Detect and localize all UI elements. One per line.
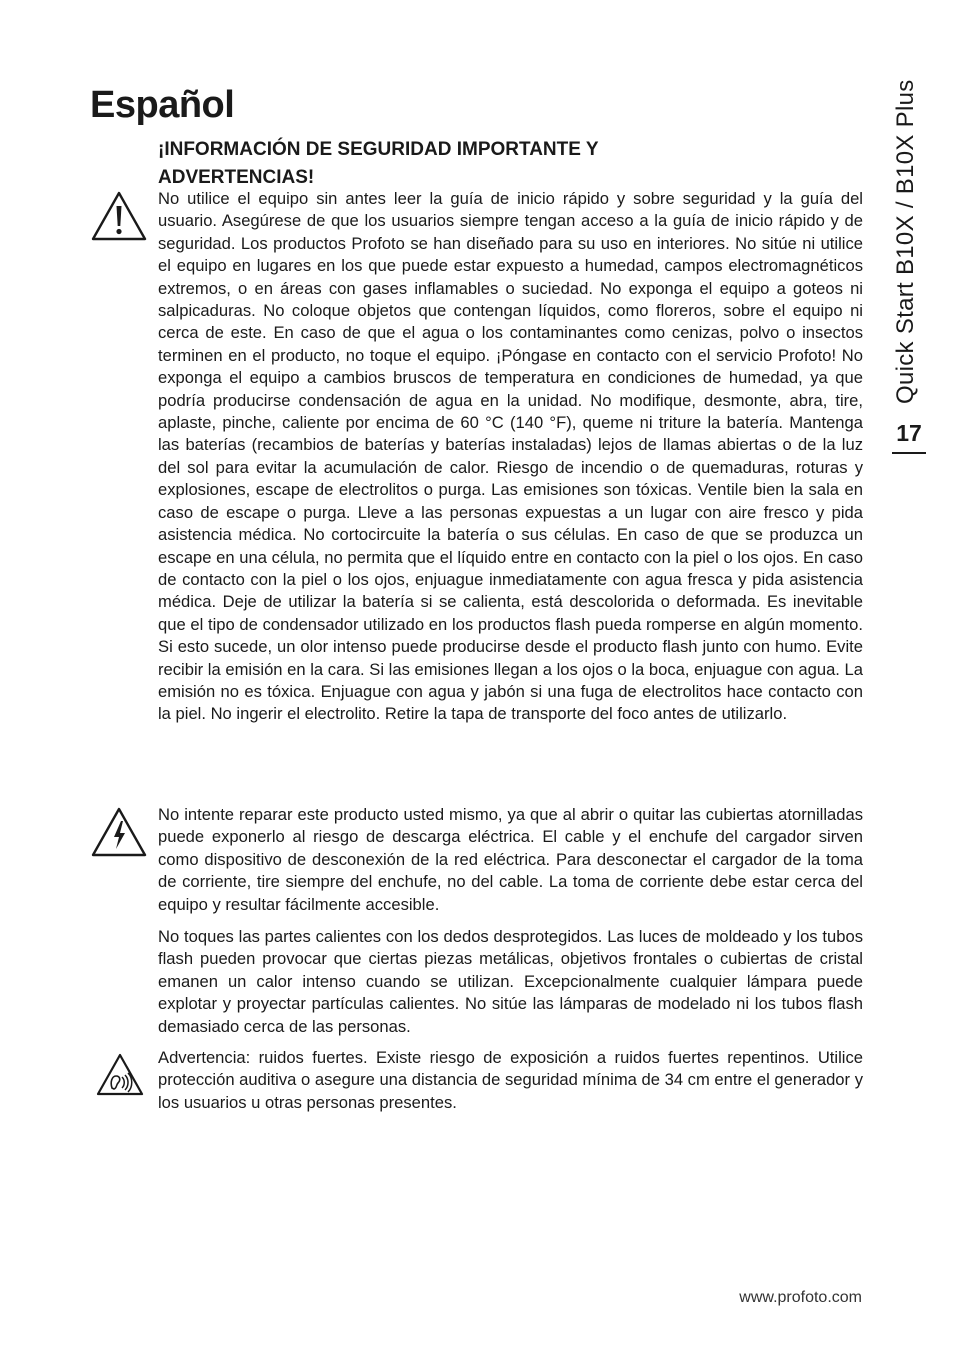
page-title: Español — [90, 84, 235, 126]
page-number-rule — [892, 452, 926, 454]
footer-website-url: www.profoto.com — [739, 1289, 862, 1306]
loud-noise-warning-icon — [95, 1052, 145, 1103]
exclamation-warning-icon — [90, 190, 148, 247]
safety-paragraph-electric: No intente reparar este producto usted mismo, ya que al abrir o quitar las cubiertas atornilladas puede exponerlo al riesgo de descarga eléctrica. El cable y el enchufe del cargador sirven como dispositivo de desconexión de la red eléctrica. Para desconectar el cargador de la toma de corriente, tire siempre del enchufe, no del cable. La toma de corriente debe estar cerca del equipo y resultar fácilmente accesible. — [158, 805, 863, 914]
page-number: 17 — [896, 420, 922, 446]
document-title-vertical: Quick Start B10X / B10X Plus — [892, 79, 919, 404]
section-heading: ¡INFORMACIÓN DE SEGURIDAD IMPORTANTE Y ADVERTENCIAS! — [158, 139, 599, 188]
safety-paragraph-heat: No toques las partes calientes con los dedos desprotegidos. Las luces de moldeado y los tubos flash pueden provocar que ciertas piezas metálicas, objetivos frontales o cubiertas de cristal emanen un calor intenso cuando se utilizan. Excepcionalmente cualquier lámpara puede explotar y proyectar partículas calientes. No sitúe las lámparas de modelado ni los tubos flash demasiado cerca de las personas. — [158, 927, 863, 1036]
electric-shock-warning-icon — [90, 806, 148, 863]
safety-paragraph-noise: Advertencia: ruidos fuertes. Existe riesgo de exposición a ruidos fuertes repentinos. Utilice protección auditiva o asegure una distancia de seguridad mínima de 34 cm entre el generador y los usuarios u otras personas presentes. — [158, 1048, 863, 1112]
safety-paragraph-general: No utilice el equipo sin antes leer la guía de inicio rápido y sobre seguridad y la guía del usuario. Asegúrese de que los usuarios siempre tengan acceso a la guía de inicio rápido y de seguridad. Los productos Profoto se han diseñado para su uso en interiores. No sitúe ni utilice el equipo en lugares en los que puede estar expuesto a humedad, campos electromagnéticos extremos, o en áreas con gases inflamables o suciedad. No exponga el equipo a goteos ni salpicaduras. No coloque objetos que contengan líquidos, como floreros, sobre el equipo ni cerca de este. En caso de que el agua o los contaminantes como cenizas, polvo o insectos terminen en el producto, no toque el equipo. ¡Póngase en contacto con el servicio Profoto! No exponga el equipo a cambios bruscos de temperatura en condiciones de humedad, ya que podría producirse condensación de agua en la unidad. No modifique, desmonte, abra, tire, aplaste, pinche, caliente por encima de 60 °C (140 °F), queme ni triture la batería. Mantenga las baterías (recambios de baterías y baterías instaladas) lejos de llamas abiertas o de la luz del sol para evitar la acumulación de calor. Riesgo de incendio o de quemaduras, roturas y explosiones, escape de electrolitos o purga. Las emisiones son tóxicas. Ventile bien la sala en caso de escape o purga. Lleve a las personas expuestas a un lugar con aire fresco y pida asistencia médica. No cortocircuite la batería o sus células. En caso de que se produzca un escape en una célula, no permita que el líquido entre en contacto con la piel o los ojos. En caso de contacto con la piel o los ojos, enjuague inmediatamente con agua fresca y pida asistencia médica. Deje de utilizar la batería si se calienta, está descolorida o deformada. Es inevitable que el tipo de condensador utilizado en los productos flash pueda romperse en algún momento. Si esto sucede, un olor intenso puede producirse desde el producto flash junto con humo. Evite recibir la emisión en la cara. Si las emisiones llegan a los ojos o la boca, enjuague con agua. La emisión no es tóxica. Enjuague con agua y jabón si una fuga de electrolitos hace contacto con la piel. No ingerir el electrolito. Retire la tapa de transporte del foco antes de utilizarlo. — [158, 189, 863, 724]
